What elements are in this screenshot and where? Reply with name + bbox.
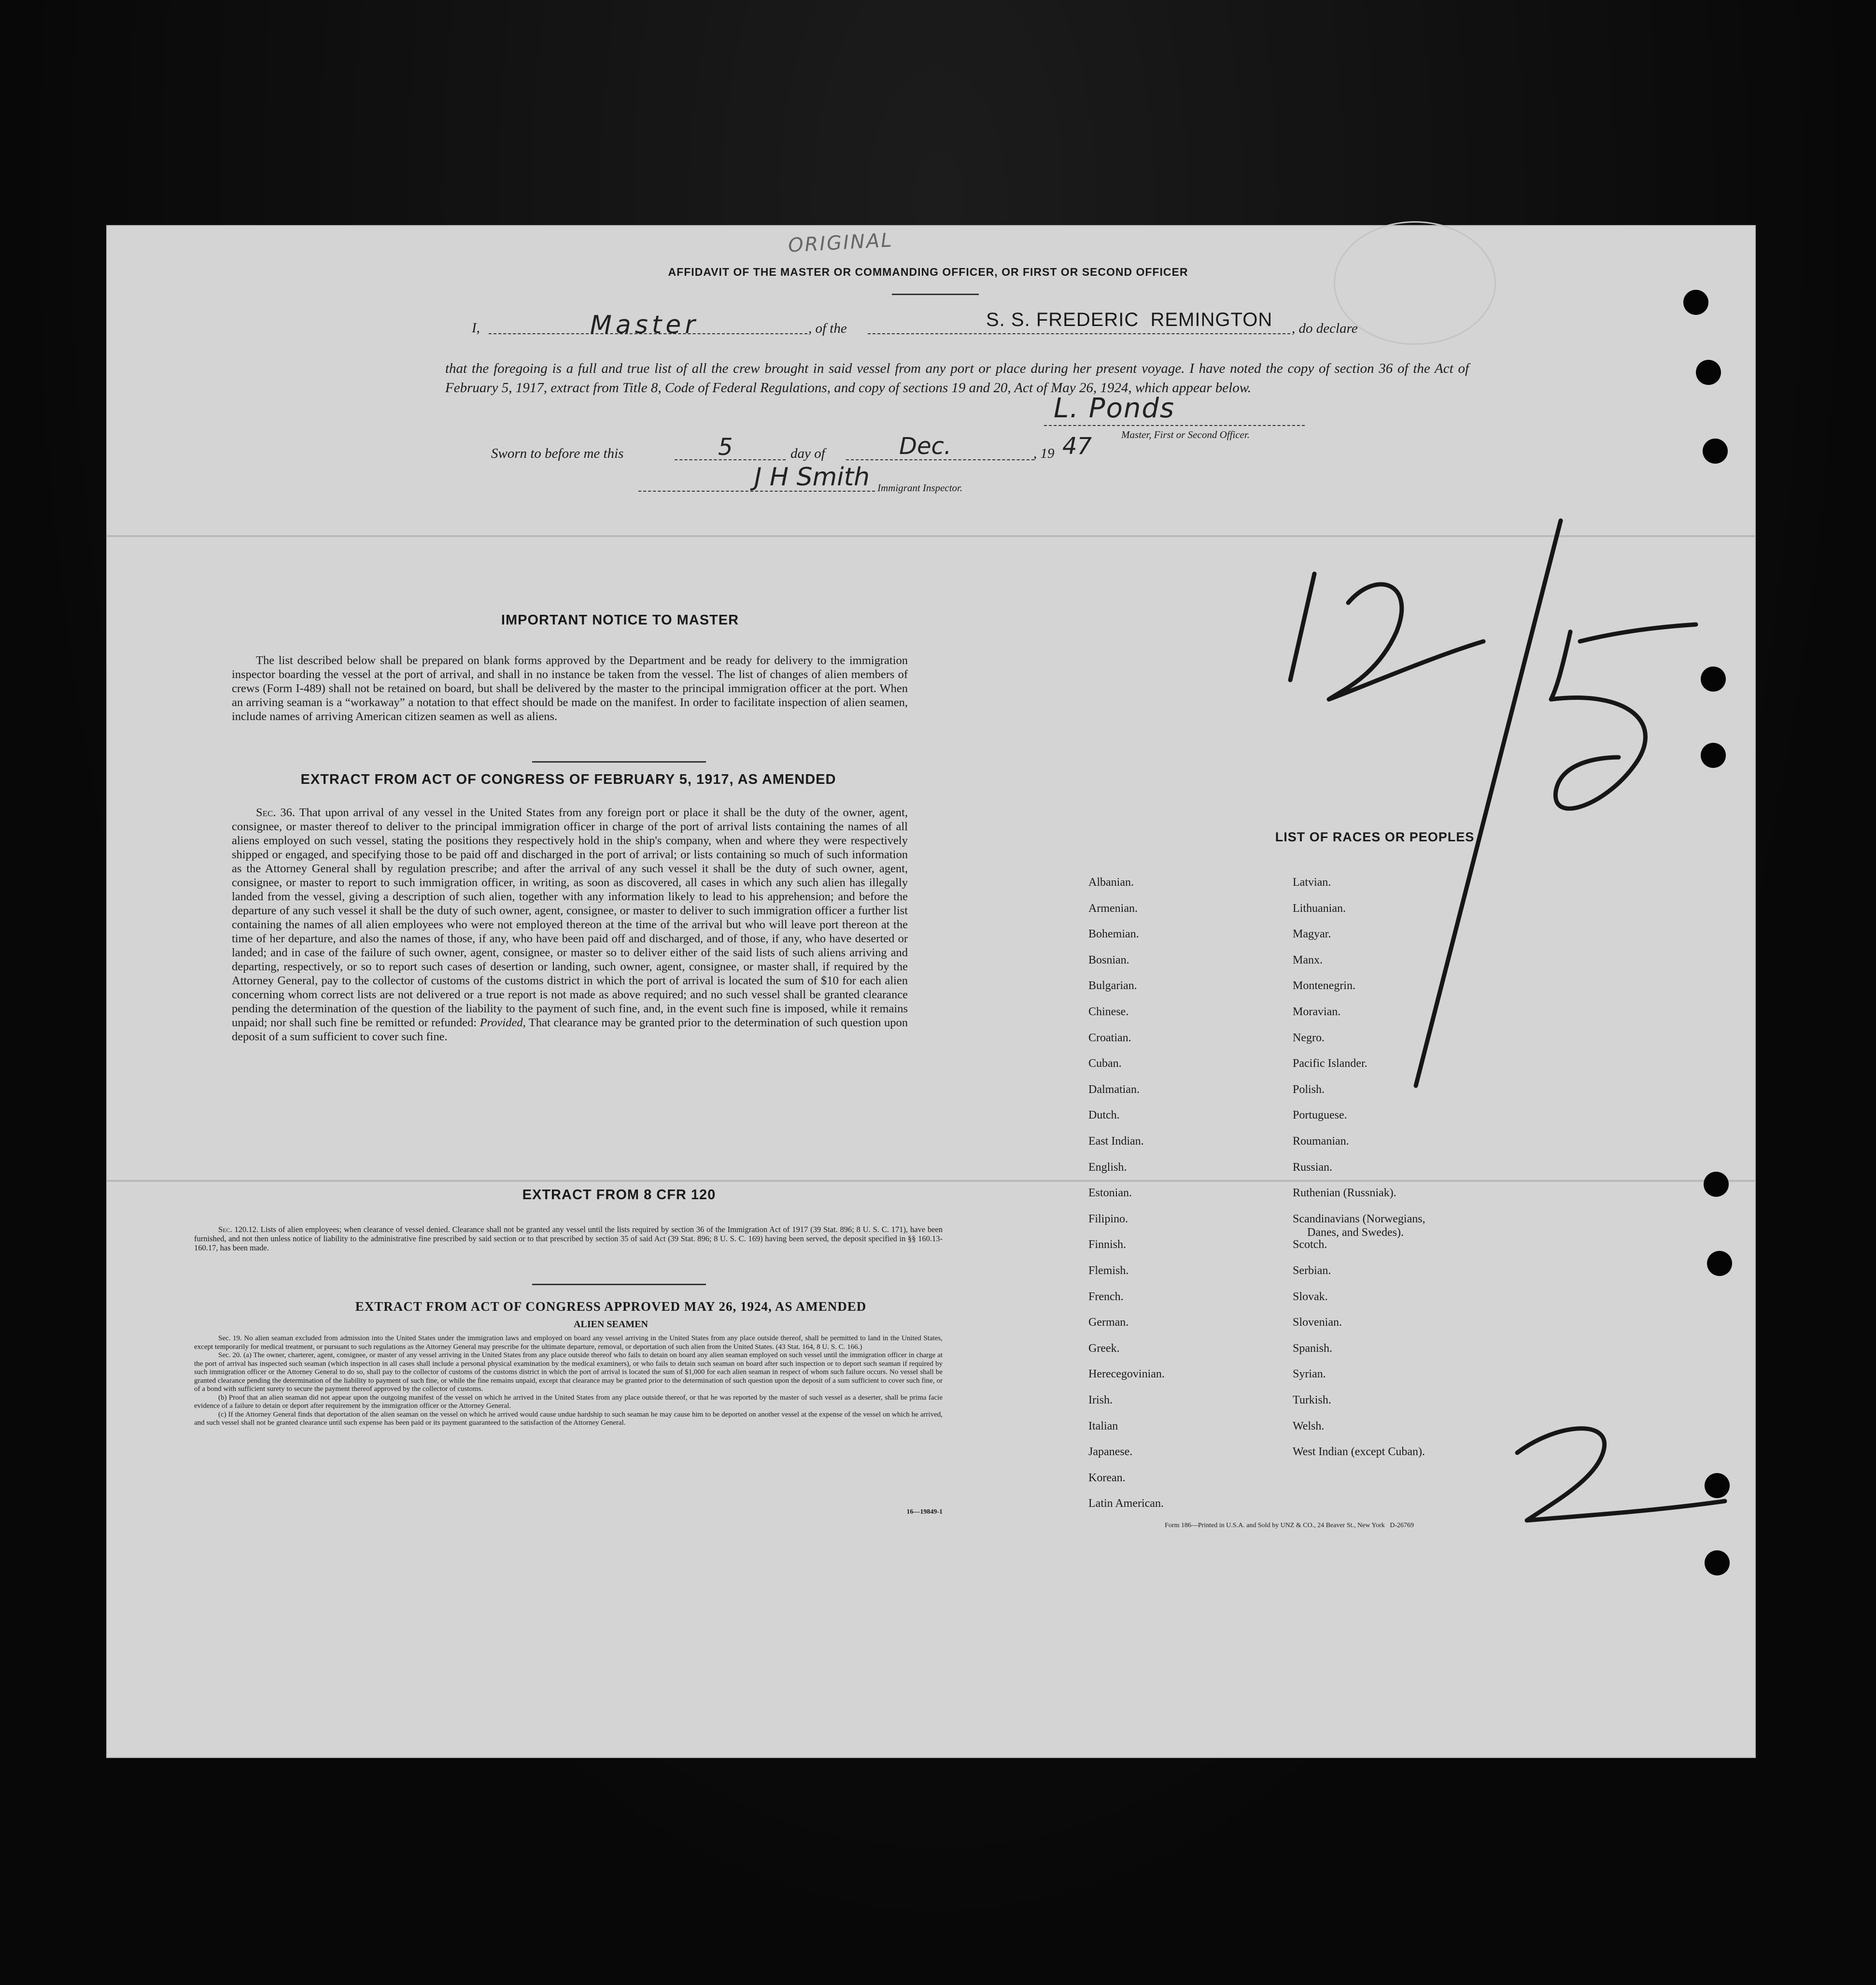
race-item: Italian — [1088, 1419, 1118, 1432]
race-item: Spanish. — [1293, 1342, 1333, 1355]
races-title: LIST OF RACES OR PEOPLES — [1275, 830, 1475, 844]
race-item: Dalmatian. — [1088, 1083, 1140, 1096]
binder-hole — [1696, 360, 1721, 385]
vessel-name: S. S. FREDERIC REMINGTON — [986, 309, 1273, 330]
race-item: French. — [1088, 1290, 1124, 1303]
sworn-year: 47 — [1062, 433, 1092, 460]
extract-1924-title: EXTRACT FROM ACT OF CONGRESS APPROVED MAY 26, 1924, AS AMENDED — [355, 1299, 867, 1314]
race-item: Welsh. — [1293, 1419, 1325, 1432]
vessel-line — [868, 333, 1290, 334]
race-item: Greek. — [1088, 1342, 1120, 1355]
race-item: Lithuanian. — [1293, 902, 1346, 915]
race-item: Montenegrin. — [1293, 979, 1355, 992]
notice-title: IMPORTANT NOTICE TO MASTER — [501, 612, 739, 628]
race-item: Dutch. — [1088, 1109, 1120, 1122]
sworn-text: Sworn to before me this — [491, 446, 624, 461]
race-item: Bulgarian. — [1088, 979, 1137, 992]
affidavit-intro: I, — [472, 320, 480, 336]
race-item: Bohemian. — [1088, 928, 1139, 941]
day-of-text: day of — [790, 446, 825, 461]
year-prefix: , 19 — [1033, 446, 1055, 461]
sworn-month: Dec. — [899, 433, 952, 460]
binder-hole — [1703, 439, 1728, 464]
extract-1917-text — [232, 806, 908, 1044]
divider — [892, 294, 979, 295]
race-item: Pacific Islander. — [1293, 1057, 1368, 1070]
race-item: Portuguese. — [1293, 1109, 1347, 1122]
race-item: Latin American. — [1088, 1497, 1164, 1510]
sworn-day: 5 — [718, 434, 733, 461]
master-handwritten: Master — [590, 311, 699, 340]
of-the-text: , of the — [808, 321, 847, 336]
race-item: Irish. — [1088, 1394, 1113, 1406]
extract-cfr-title: EXTRACT FROM 8 CFR 120 — [522, 1187, 716, 1203]
race-item: Korean. — [1088, 1471, 1126, 1484]
divider — [532, 761, 706, 763]
affidavit-body: that the foregoing is a full and true list of all the crew brought in said vessel from any port or place during her present voyage. I have noted the copy of section 36 of the Act of February 5, 1917, extract from Title 8, Code of Federal Regulations, and copy of sections 19 and 20, Act of May 26, 1924, which appear below. — [445, 361, 1469, 396]
race-item: Slovenian. — [1293, 1316, 1342, 1329]
race-item: Filipino. — [1088, 1212, 1128, 1225]
do-declare-text: , do declare — [1292, 321, 1358, 336]
proviso-text: That clearance may be granted prior to the determination of such question upon deposit of a sum sufficient to cover such fine. — [232, 1016, 908, 1043]
binder-hole — [1705, 1550, 1730, 1575]
race-item: Croatian. — [1088, 1031, 1131, 1044]
handwritten-date-mark — [1145, 516, 1763, 1124]
race-item: German. — [1088, 1316, 1129, 1329]
race-item: Manx. — [1293, 953, 1323, 966]
race-item: Flemish. — [1088, 1264, 1129, 1277]
signature-label: Master, First or Second Officer. — [1121, 429, 1250, 440]
sec-19-text: Sec. 19. No alien seaman excluded from admission into the United States under the immigration laws and employed on board any vessel arriving in the United States from any place outside thereof, shall be permitted to land in the United States, except temporarily for medical treatment, or pursuant to such regulations as the Attorney General may prescribe for the ultimate departure, removal, or deportation of such alien from the United States. (43 Stat. 164, 8 U. S. C. 166.) — [194, 1334, 943, 1351]
race-item: Roumanian. — [1293, 1135, 1349, 1148]
race-item: Bosnian. — [1088, 953, 1129, 966]
document-sheet — [107, 226, 1755, 1757]
original-stamp: ORIGINAL — [787, 229, 894, 257]
race-item: English. — [1088, 1161, 1127, 1174]
handwritten-number-mark — [1498, 1414, 1749, 1530]
print-code: 16—19849-1 — [906, 1508, 943, 1516]
extract-1924-subtitle: ALIEN SEAMEN — [574, 1319, 648, 1330]
binder-hole — [1683, 290, 1708, 315]
race-item: Serbian. — [1293, 1264, 1331, 1277]
extract-1917-title: EXTRACT FROM ACT OF CONGRESS OF FEBRUARY 5, 1917, AS AMENDED — [300, 772, 836, 787]
extract-1924-body — [194, 1334, 943, 1428]
binder-hole — [1705, 1473, 1730, 1498]
race-item: Polish. — [1293, 1083, 1325, 1096]
proviso-label: Provided, — [480, 1016, 526, 1029]
race-item: Cuban. — [1088, 1057, 1122, 1070]
binder-hole — [1701, 666, 1726, 692]
race-item: Japanese. — [1088, 1446, 1133, 1459]
fold-line — [107, 1180, 1755, 1182]
section-label: Sec. 36. — [256, 806, 296, 819]
affidavit-title: AFFIDAVIT OF THE MASTER OR COMMANDING OFFICER, OR FIRST OR SECOND OFFICER — [668, 266, 1188, 278]
race-item: Magyar. — [1293, 928, 1331, 941]
race-item: Estonian. — [1088, 1187, 1132, 1200]
inspector-signature: J H Smith — [754, 463, 870, 492]
race-item: Danes, and Swedes). — [1307, 1226, 1404, 1239]
race-item: Moravian. — [1293, 1006, 1341, 1018]
divider — [532, 1284, 706, 1285]
form-footer: Form 186—Printed in U.S.A. and Sold by UNZ & CO., 24 Beaver St., New York D-26769 — [1165, 1522, 1414, 1529]
section-text: That upon arrival of any vessel in the United States from any foreign port or place it shall be the duty of the owner, agent, consignee, or master thereof to deliver to the principal immigration officer in charge of the port of arrival lists containing the names of all aliens employed on such vessel, stating the positions they respectively hold in the ship's company, when and where they were respectively shipped or engaged, and specifying those to be paid off and discharged in the port of arrival; or lists containing so much of such information as the Attorney General shall by regulation prescribe; and after the arrival of any such vessel it shall be the duty of such owner, agent, consignee, or master to report to such immigration officer, in writing, as soon as discovered, all cases in which any such alien has illegally landed from the vessel, giving a description of such alien, together with any information likely to lead to his apprehension; and before the departure of any such vessel it shall be the duty of such owner, agent, consignee, or master to deliver to such immigration officer a further list containing the names of all alien employees who were not employed thereon at the time of the arrival but who will leave port thereon at the time of her departure, and also the names of those, if any, who have been paid off and discharged, and of those, if any, who have deserted or landed; and in case of the failure of such owner, agent, consignee, or master so to deliver either of the said lists of such aliens arriving and departing, respectively, or so to report such cases of desertion or landing, such owner, agent, consignee, or master shall, if required by the Attorney General, pay to the collector of customs of the customs district in which the port of arrival is located the sum of $10 for each alien concerning whom correct lists are not delivered or a true report is not made as above required; and no such vessel shall be granted clearance pending the determination of the question of the liability to the payment of such fine, and, in the event such fine is imposed, while it remains unpaid; nor shall such fine be remitted or refunded: — [232, 806, 908, 1029]
section-text: Lists of alien employees; when clearance of vessel denied. Clearance shall not be granted any vessel until the lists required by section 36 of the Immigration Act of 1917 (39 Stat. 896; 8 U. S. C. 171), have been furnished, and not then unless notice of liability to the administrative fine prescribed by said section or to that prescribed by section 35 of said Act (39 Stat. 896; 8 U. S. C. 169) having been served, the deposit specified in §§ 160.13-160.17, has been made. — [194, 1225, 943, 1252]
race-item: Turkish. — [1293, 1394, 1331, 1406]
race-item: Ruthenian (Russniak). — [1293, 1187, 1396, 1200]
race-item: Syrian. — [1293, 1368, 1326, 1381]
race-item: Armenian. — [1088, 902, 1138, 915]
race-item: Finnish. — [1088, 1238, 1127, 1251]
binder-hole — [1707, 1251, 1732, 1276]
race-item: Negro. — [1293, 1031, 1325, 1044]
race-item: Scandinavians (Norwegians, — [1293, 1212, 1425, 1225]
race-item: Chinese. — [1088, 1006, 1129, 1018]
race-item: Russian. — [1293, 1161, 1333, 1174]
signature-line — [1044, 425, 1305, 426]
race-item: Slovak. — [1293, 1290, 1328, 1303]
master-signature: L. Ponds — [1054, 393, 1175, 424]
sec-20b-text: (b) Proof that an alien seaman did not appear upon the outgoing manifest of the vessel on which he arrived in the United States from any place outside thereof, or that he was reported by the master of such vessel as a deserter, shall be prima facie evidence of a failure to detain or deport after requirement by the immigration officer or the Attorney General. — [194, 1393, 943, 1410]
sec-20a-text: Sec. 20. (a) The owner, charterer, agent, consignee, or master of any vessel arriving in the United States from any place outside thereof who fails to detain on board any alien seaman employed on such vessel until the immigration officer in charge at the port of arrival has inspected such seaman (which inspection in all cases shall include a personal physical examination by the medical examiners), or who fails to detain such seaman on board after such inspection or to deport such seaman if required by such immigration officer or the Attorney General to do so, shall pay to the collector of customs of the customs district in which the port of arrival is located the sum of $1,000 for each alien seaman in respect of whom such failure occurs. No vessel shall be granted clearance pending the determination of the liability to payment of such fine, or while the fine remains unpaid, except that clearance may be granted prior to the determination of such question upon the deposit of a sum sufficient to cover such fine, or of a bond with sufficient surety to secure the payment thereof approved by the collector of customs. — [194, 1351, 943, 1393]
section-label: Sec. 120.12. — [218, 1225, 258, 1234]
race-item: Latvian. — [1293, 876, 1331, 889]
binder-hole — [1701, 743, 1726, 768]
race-item: Herecegovinian. — [1088, 1368, 1165, 1381]
race-item: East Indian. — [1088, 1135, 1144, 1148]
race-item: West Indian (except Cuban). — [1293, 1446, 1425, 1459]
binder-hole — [1704, 1172, 1729, 1197]
inspector-label: Immigrant Inspector. — [877, 482, 963, 494]
sec-20c-text: (c) If the Attorney General finds that deportation of the alien seaman on the vessel on which he arrived would cause undue hardship to such seaman he may cause him to be deported on another vessel at the expense of the vessel on which he arrived, and such vessel shall not be granted clearance until such expense has been paid or its payment guaranteed to the satisfaction of the Attorney General. — [194, 1410, 943, 1427]
extract-cfr-text — [194, 1225, 943, 1252]
race-item: Albanian. — [1088, 876, 1134, 889]
race-item: Scotch. — [1293, 1238, 1327, 1251]
seal-impression — [1334, 221, 1496, 345]
notice-text: The list described below shall be prepared on blank forms approved by the Department and be ready for delivery to the immigration inspector boarding the vessel at the port of arrival, and shall in no instance be taken from the vessel. The list of changes of alien members of crews (Form I-489) shall not be retained on board, but shall be delivered by the master to the principal immigration officer at the port. When an arriving seaman is a “workaway” a notation to that effect should be made on the manifest. In order to facilitate inspection of alien seamen, include names of arriving American citizen seamen as well as aliens. — [232, 654, 908, 723]
